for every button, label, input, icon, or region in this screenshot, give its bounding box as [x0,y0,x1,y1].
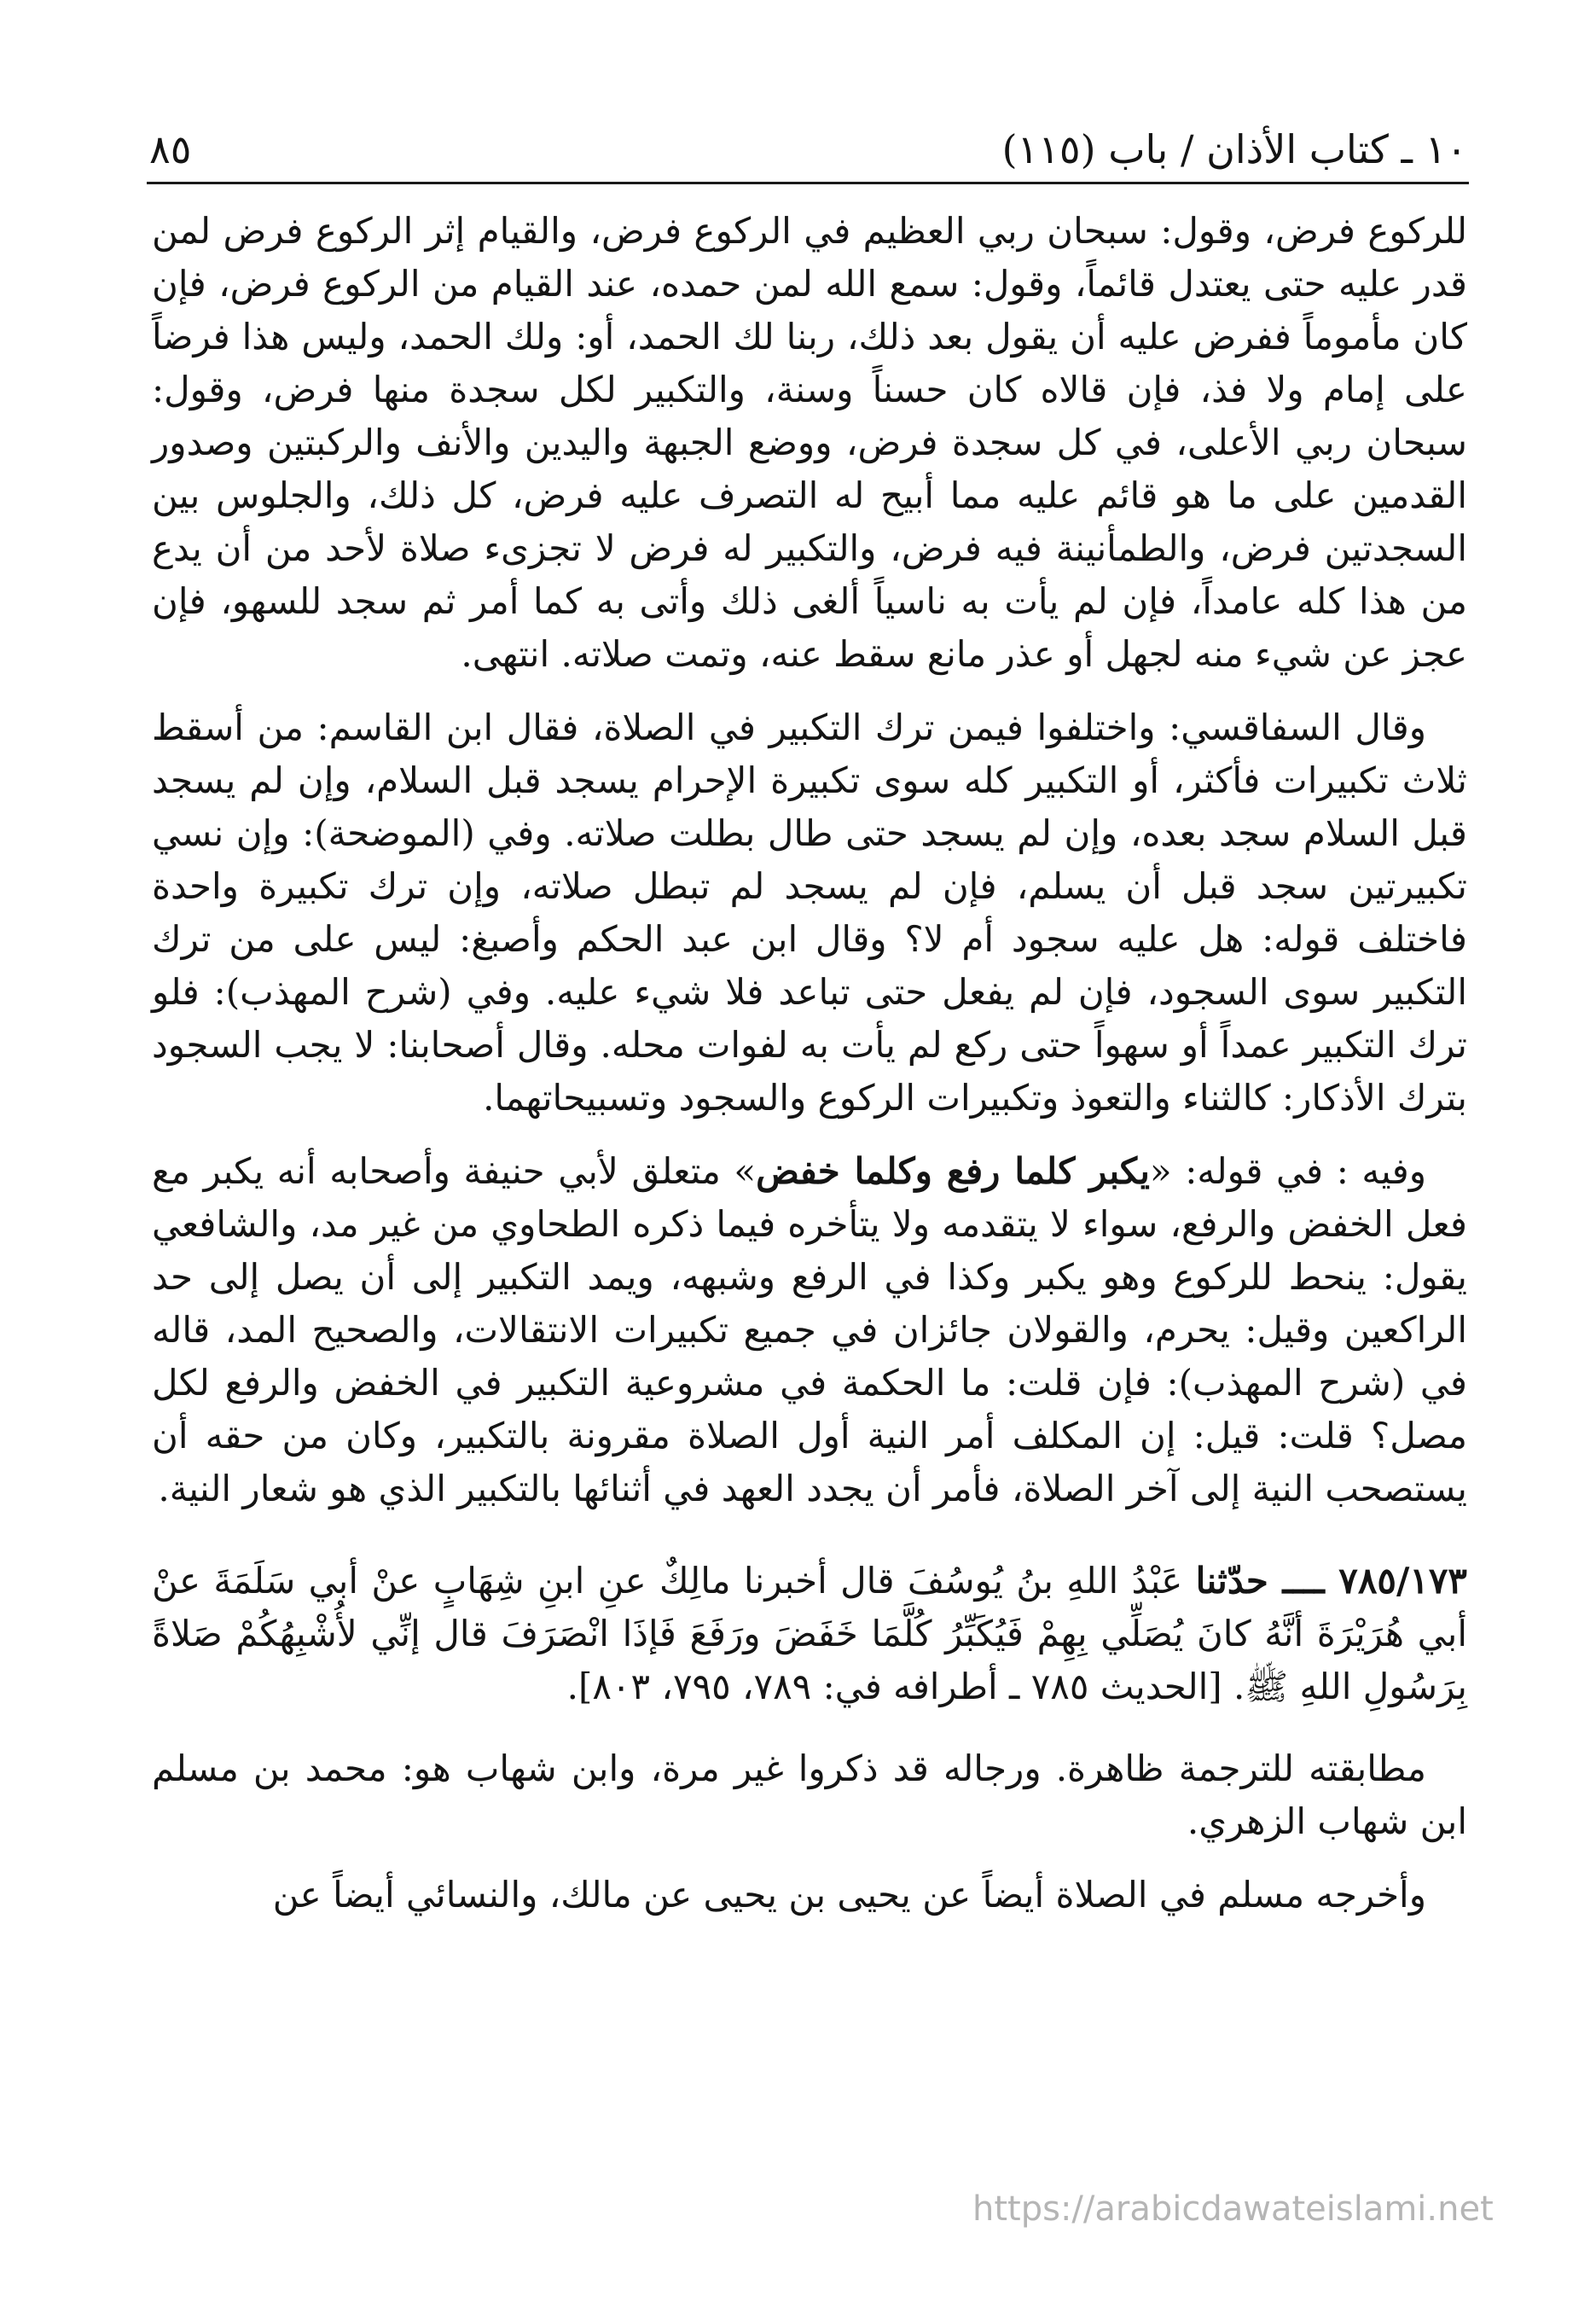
paragraph-correspondence: مطابقته للترجمة ظاهرة. ورجاله قد ذكروا غير مرة، وابن شهاب هو: محمد بن مسلم ابن شهاب الزهري. [152,1747,1467,1842]
hadith-paragraph [152,1555,1467,1713]
hadith-text: عَبْدُ اللهِ بنُ يُوسُفَ قال أخبرنا مالِكٌ عنِ ابنِ شِهَابٍ عنْ أبي سَلَمَةَ عنْ أبي هُرَيْرَةَ أنَّهُ كانَ يُصَلِّي بِهِمْ فَيُكَبِّرُ كُلَّمَا خَفَضَ ورَفَعَ فَإذَا انْصَرَفَ قال إنِّي لأُشْبِهُكُمْ صَلاةً بِرَسُولِ اللهِ ﷺ. [الحديث ٧٨٥ ـ أطرافه في: ٧٨٩، ٧٩٥، ٨٠٣]. [152,1560,1467,1707]
main-text [152,205,1467,1922]
running-title: ١٠ ـ كتاب الأذان / باب (١١٥) [1001,126,1467,172]
hadith-dash: ــــ [1268,1560,1339,1602]
paragraph-muslim: وأخرجه مسلم في الصلاة أيضاً عن يحيى بن يحيى عن مالك، والنسائي أيضاً عن [272,1874,1426,1916]
watermark-url: https://arabicdawateislami.net [972,2189,1494,2229]
commentary-lead: وفيه : في قوله: « [1149,1150,1426,1192]
header-rule [147,182,1469,184]
commentary-rest: » متعلق لأبي حنيفة وأصحابه أنه يكبر مع فعل الخفض والرفع، سواء لا يتقدمه ولا يتأخره فيما ذكره الطحاوي من غير مد، والشافعي يقول: ينحط للركوع وهو يكبر وكذا في الرفع وشبهه، ويمد التكبير إلى أن يصل إلى حد الراكعين وقيل: يحرم، والقولان جائزان في جميع تكبيرات الانتقالات، والصحيح المد، قاله في (شرح المهذب): فإن قلت: ما الحكمة في مشروعية التكبير في الخفض والرفع لكل مصل؟ قلت: قيل: إن المكلف أمر النية أول الصلاة مقرونة بالتكبير، وكان من حقه أن يستصحب النية إلى آخر الصلاة، فأمر أن يجدد العهد في أثنائها بالتكبير الذي هو شعار النية. [152,1150,1467,1509]
page-number: ٨٥ [149,126,192,172]
paragraph-commentary [152,1145,1467,1515]
hadith-narration-label: حدّثنا [1195,1560,1268,1602]
hadith-number: ٧٨٥/١٧٣ [1338,1560,1467,1602]
page-header [149,119,1467,179]
paragraph-obligations: للركوع فرض، وقول: سبحان ربي العظيم في الركوع فرض، والقيام إثر الركوع فرض لمن قدر عليه حتى يعتدل قائماً، وقول: سمع الله لمن حمده، عند القيام من الركوع فرض، فإن كان مأموماً ففرض عليه أن يقول بعد ذلك، ربنا لك الحمد، أو: ولك الحمد، وليس هذا فرضاً على إمام ولا فذ، فإن قالاه كان حسناً وسنة، والتكبير لكل سجدة منها فرض، وقول: سبحان ربي الأعلى، في كل سجدة فرض، ووضع الجبهة واليدين والأنف والركبتين وصدور القدمين على ما هو قائم عليه مما أبيح له التصرف عليه فرض، كل ذلك، والجلوس بين السجدتين فرض، والطمأنينة فيه فرض، والتكبير له فرض لا تجزىء صلاة لأحد من أن يدع من هذا كله عامداً، فإن لم يأت به ناسياً ألغى ذلك وأتى به كما أمر ثم سجد للسهو، فإن عجز عن شيء منه لجهل أو عذر مانع سقط عنه، وتمت صلاته. انتهى. [152,210,1467,675]
paragraph-safaqsi: وقال السفاقسي: واختلفوا فيمن ترك التكبير في الصلاة، فقال ابن القاسم: من أسقط ثلاث تكبيرات فأكثر، أو التكبير كله سوى تكبيرة الإحرام يسجد قبل السلام، وإن لم يسجد قبل السلام سجد بعده، وإن لم يسجد حتى طال بطلت صلاته. وفي (الموضحة): وإن نسي تكبيرتين سجد قبل أن يسلم، فإن لم يسجد لم تبطل صلاته، وإن ترك تكبيرة واحدة فاختلف قوله: هل عليه سجود أم لا؟ وقال ابن عبد الحكم وأصبغ: ليس على من ترك التكبير سوى السجود، فإن لم يفعل حتى تباعد فلا شيء عليه. وفي (شرح المهذب): فلو ترك التكبير عمداً أو سهواً حتى ركع لم يأت به لفوات محله. وقال أصحابنا: لا يجب السجود بترك الأذكار: كالثناء والتعوذ وتكبيرات الركوع والسجود وتسبيحاتهما. [152,706,1467,1119]
hadith-quote: يكبر كلما رفع وكلما خفض [756,1150,1150,1192]
